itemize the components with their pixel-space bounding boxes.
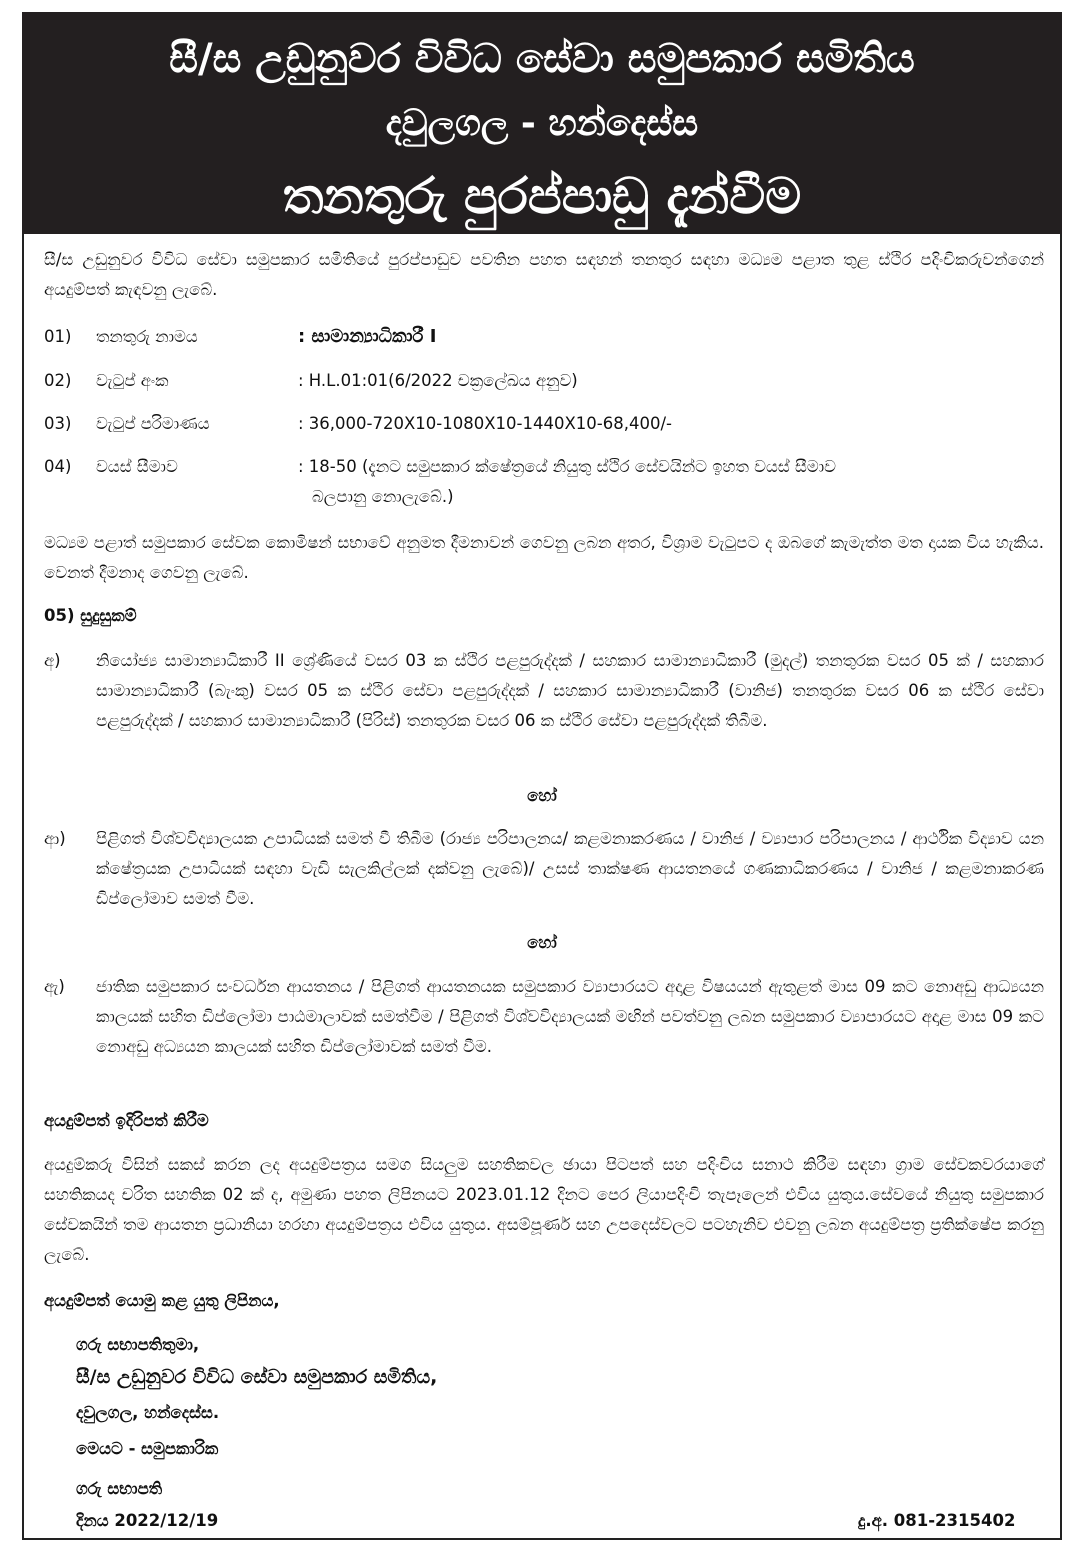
qualification-mark-aa: ආ) <box>44 829 66 848</box>
qualification-text-ae: ජාතික සමුපකාර සංවර්ධන ආයතනය / පිළිගත් ආයතනයක සමුපකාර ව්‍යාපාරයට අදාළ විෂයයන් ඇතුළත් මාස 09 කට නොඅඩු ආධ්‍යයන කාලයක් සහිත ඩිප්ලෝමා පාඨමාලාවක් සමත්වීම / පිළිගත් විශ්වවිද්‍යාලයක් මඟින් පවත්වනු ලබන සමුපකාර ව්‍යාපාරයට අදාළ මාස 09 කට නොඅඩු අධ්‍යයන කාලයක් සහිත ඩිප්ලෝමාවක් සමත් වීම. <box>96 977 1044 1056</box>
phone-number: දු.අ. 081-2315402 <box>858 1511 1016 1530</box>
chairman-title: ගරු සභාපති <box>76 1479 163 1498</box>
or-divider-2: හෝ <box>527 933 557 952</box>
or-divider-1: හෝ <box>527 786 557 805</box>
address-line-3: දවුලගල, හන්දෙස්ස. <box>76 1403 220 1422</box>
intro-paragraph: සී/ස උඩුනුවර විවිධ සේවා සමුපකාර සමිතියේ පුරප්පාඩුව පවතින පහත සඳහන් තනතුර සඳහා මධ්‍යම පළාත තුළ ස්ථිර පදිංචිකරුවන්ගෙන් අයදුම්පත් කැඳවනු ලැබේ. <box>44 250 1044 299</box>
detail-label-4: වයස් සීමාව <box>96 457 178 476</box>
detail-value-2: : H.L.01:01(6/2022 චක්‍රලේඛය අනුව) <box>298 371 578 390</box>
address-heading: අයදුම්පත් යොමු කළ යුතු ලිපිනය, <box>44 1291 280 1310</box>
qualification-mark-ae: ඇ) <box>44 977 65 996</box>
detail-label-3: වැටුප් පරිමාණය <box>96 414 210 433</box>
detail-value-4-cont: බලපානු නොලැබේ.) <box>312 487 454 506</box>
detail-num-4: 04) <box>44 457 72 476</box>
detail-label-1: තනතුරු නාමය <box>96 327 198 346</box>
qualification-text-a: නියෝජ්‍ය සාමාන්‍යාධිකාරී II ශ්‍රේණියේ වසර 03 ක ස්ථිර පළපුරුද්දක් / සහකාර සාමාන්‍යාධිකාරී (මුදල්) තනතුරක වසර 05 ක් / සහකාර සාමාන්‍යාධිකාරී (බැංකු) වසර 05 ක ස්ථිර සේවා පළපුරුද්දක් / සහකාර සාමාන්‍යාධිකාරී (වානිජ) තනතුරක වසර 06 ක ස්ථිර සේවා පළපුරුද්දක් / සහකාර සාමාන්‍යාධිකාරී (පිරිස්) තනතුරක වසර 06 ක ස්ථිර සේවා පළපුරුද්දක් තිබීම. <box>96 651 1044 730</box>
submission-paragraph: අයදුම්කරු විසින් සකස් කරන ලද අයදුම්පත්‍රය සමග සියලුම සහතිකවල ඡායා පිටපත් සහ පදිංචිය සනාථ කිරීම සඳහා ග්‍රාම සේවකවරයාගේ සහතිකයද චරිත සහතික 02 ක් ද, අමුණා පහත ලිපිනයට 2023.01.12 දිනට පෙර ලියාපදිංචි තැපෑලෙන් එවිය යුතුය.සේවයේ නියුතු සමුපකාර සේවකයින් තම ආයතන ප්‍රධානියා හරහා අයදුම්පත්‍රය එවිය යුතුය. අසම්පූර්ණ සහ උපදෙස්වලට පටහැනිව එවනු ලබන අයදුම්පත්‍ර ප්‍රතික්ෂේප කරනු ලැබේ. <box>44 1155 1044 1264</box>
detail-value-3: : 36,000-720X10-1080X10-1440X10-68,400/- <box>298 414 672 433</box>
detail-value-1: : සාමාන්‍යාධිකාරී I <box>298 326 437 347</box>
qualification-mark-a: අ) <box>44 651 61 670</box>
society-location: දවුලගල - හන්දෙස්ස <box>385 103 699 144</box>
notice-header <box>22 12 1062 234</box>
qualification-text-aa: පිළිගත් විශ්වවිද්‍යාලයක උපාධියක් සමත් වී තිබීම (රාජ්‍ය පරිපාලනය/ කළමනාකරණය / වානිජ / ව්‍යාපාර පරිපාලනය / ආර්ථික විද්‍යාව යන ක්ෂේත්‍රයක උපාධියක් සඳහා වැඩි සැලකිල්ලක් දක්වනු ලැබේ)/ උසස් තාක්ෂණ ආයතනයේ ගණකාධිකරණය / වානිජ / කළමනාකරණ ඩිප්ලෝමාව සමත් වීම. <box>96 829 1044 908</box>
notice-title: තනතුරු පුරප්පාඩු දැන්වීම <box>282 167 802 225</box>
copy-to: මෙයට - සමුපකාරික <box>76 1439 219 1458</box>
qualifications-heading: 05) සුදුසුකම් <box>44 606 137 625</box>
detail-num-2: 02) <box>44 371 72 390</box>
detail-num-3: 03) <box>44 414 72 433</box>
notice-date: දිනය 2022/12/19 <box>76 1511 219 1530</box>
allowance-paragraph: මධ්‍යම පළාත් සමුපකාර සේවක කොමිෂන් සභාවේ අනුමත දීමනාවන් ගෙවනු ලබන අතර, විශ්‍රාම වැටුපට ද ඔබගේ කැමැත්ත මත දායක විය හැකිය. වෙනත් දීමනාද ගෙවනු ලැබේ. <box>44 533 1044 582</box>
detail-num-1: 01) <box>44 327 72 346</box>
detail-value-4: : 18-50 (දැනට සමුපකාර ක්ෂේත්‍රයේ නියුතු ස්ථිර සේවයින්ට ඉහත වයස් සීමාව <box>298 457 837 476</box>
submission-heading: අයදුම්පත් ඉදිරිපත් කිරීම <box>44 1111 209 1130</box>
detail-label-2: වැටුප් අංක <box>96 371 169 390</box>
address-line-1: ගරු සභාපතිතුමා, <box>76 1335 200 1354</box>
society-name: සී/ස උඩුනුවර විවිධ සේවා සමුපකාර සමිතිය <box>169 36 915 82</box>
address-line-2: සී/ස උඩුනුවර විවිධ සේවා සමුපකාර සමිතිය, <box>76 1366 438 1388</box>
